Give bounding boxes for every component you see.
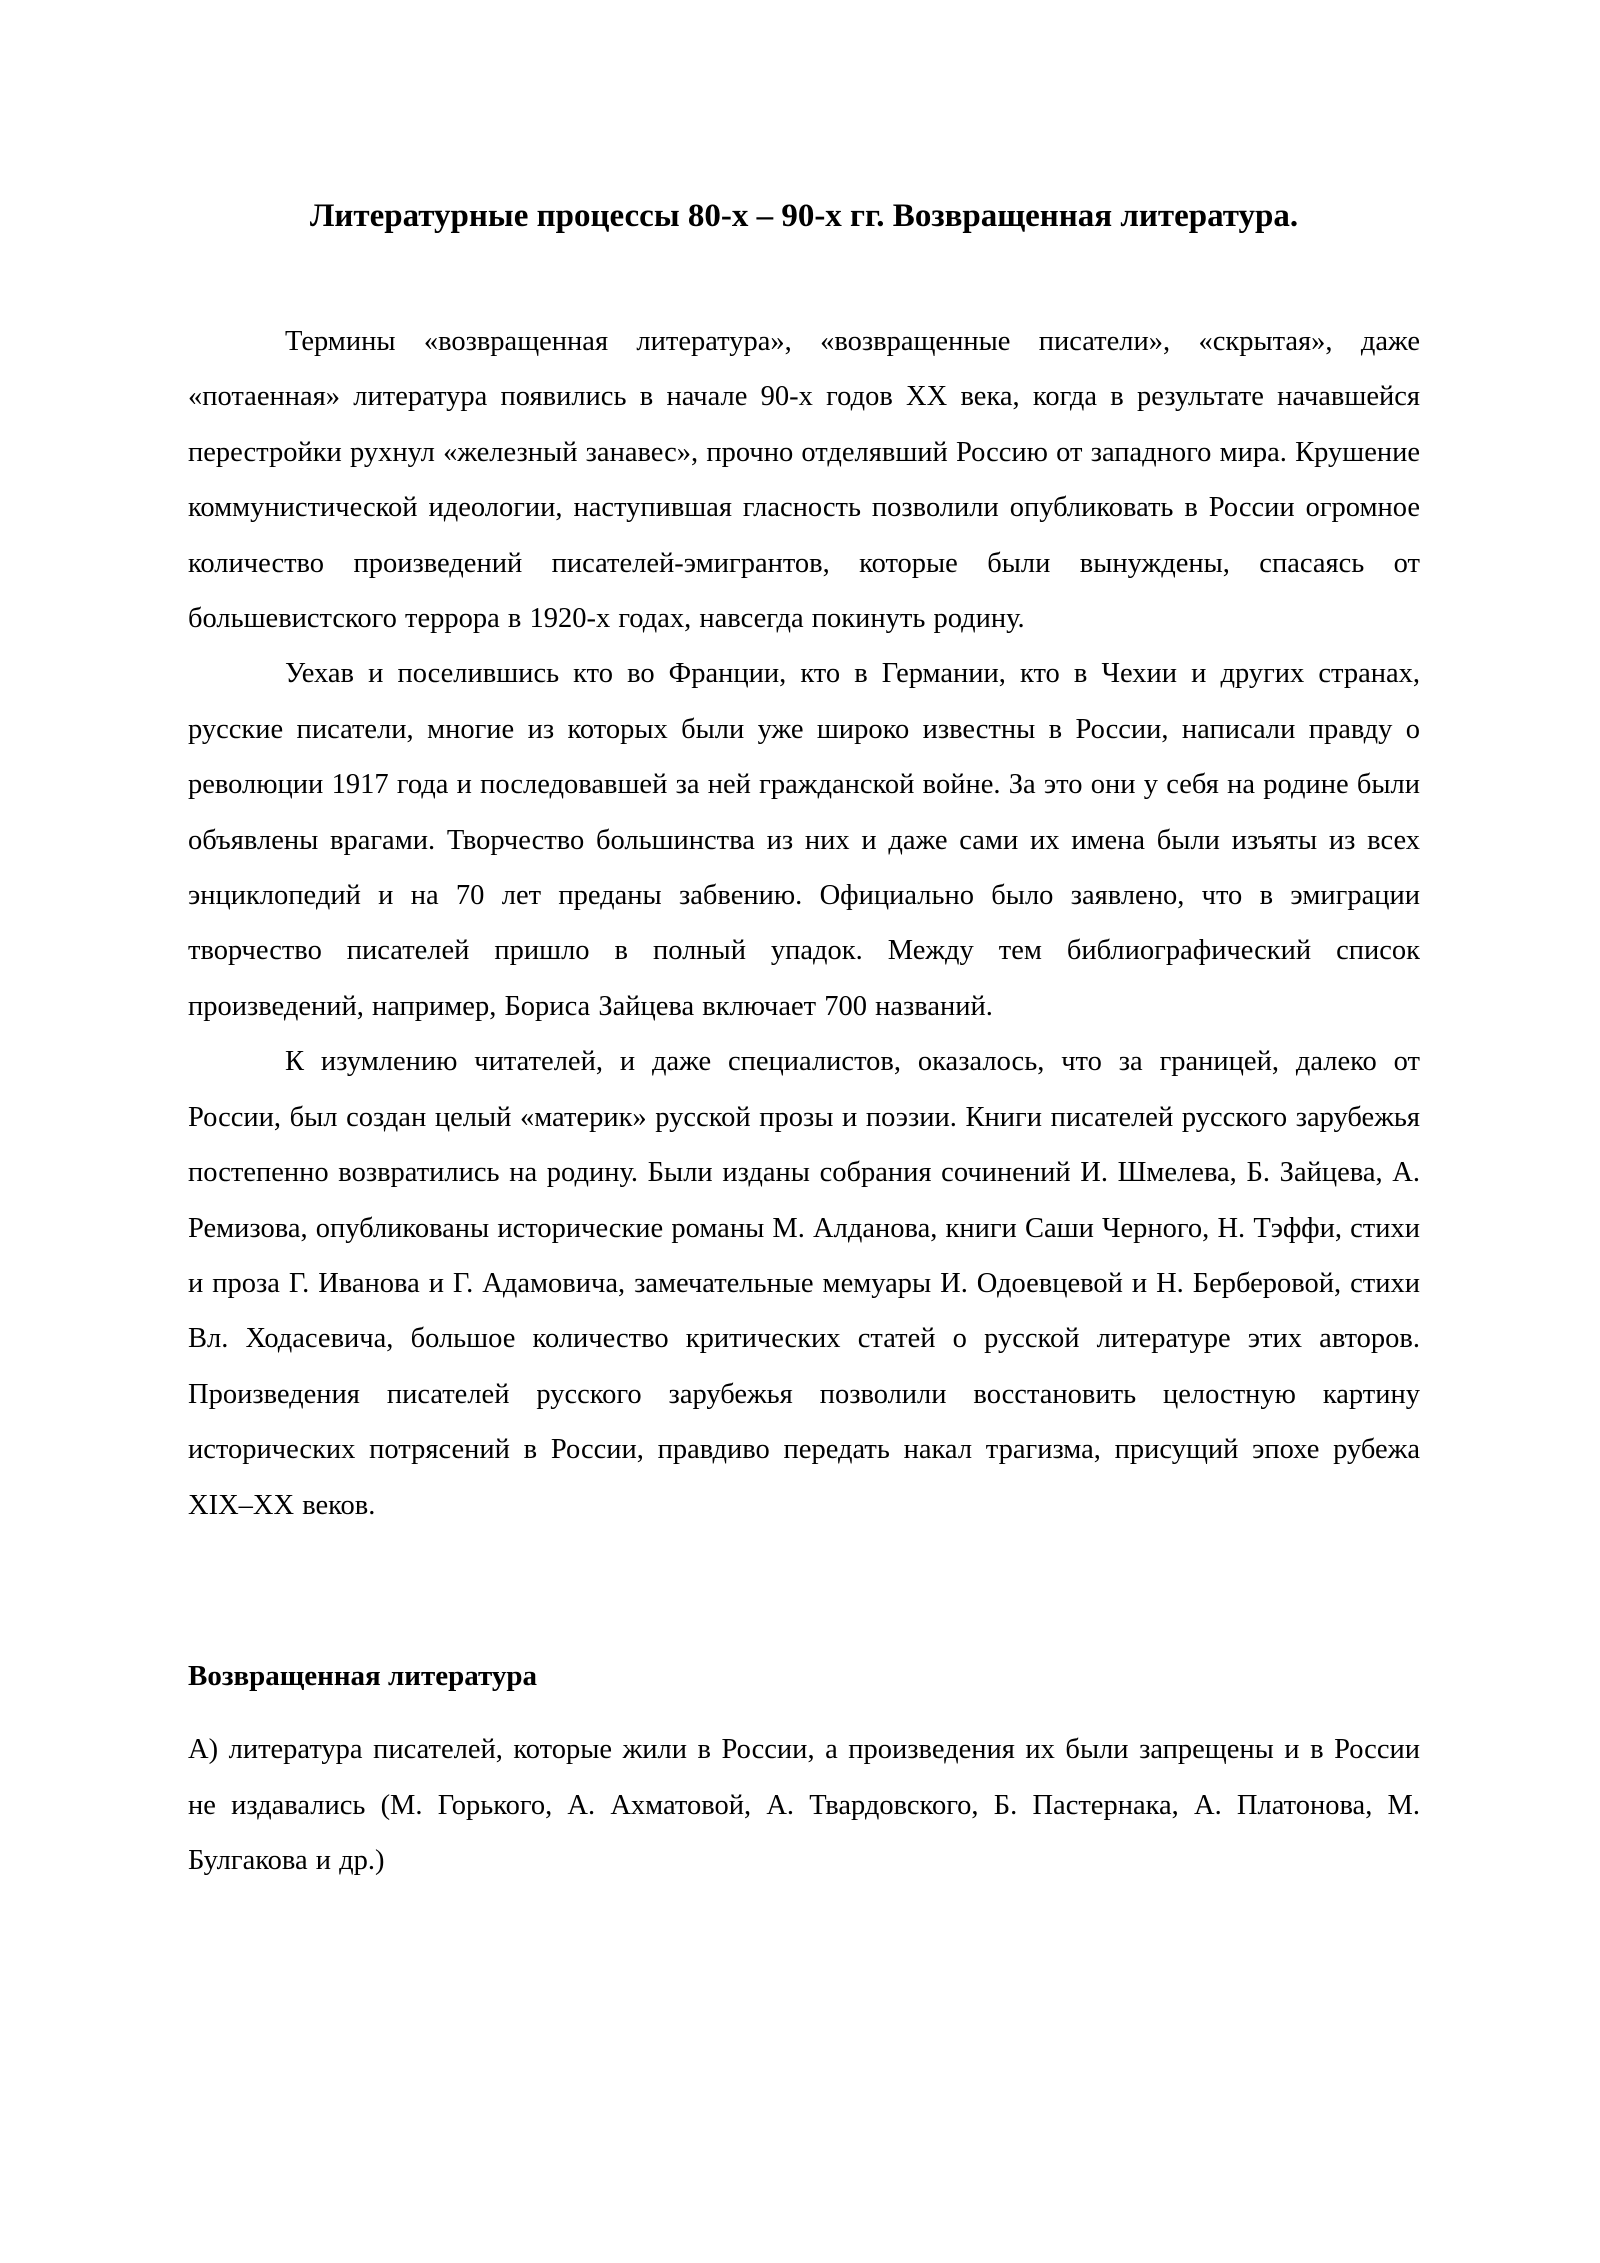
paragraph-terms: Термины «возвращенная литература», «возвращенные писатели», «скрытая», даже «потаенная» литература появились в начале 90-х годов XX века, когда в результате начавшейся перестройки рухнул «железный занавес», прочно отделявший Россию от западного мира. Крушение коммунистической идеологии, наступившая гласность позволили опубликовать в России огромное количество произведений писателей-эмигрантов, которые были вынуждены, спасаясь от большевистского террора в 1920-х годах, навсегда покинуть родину.	[188, 326, 1420, 635]
paragraph-returned-books: К изумлению читателей, и даже специалистов, оказалось, что за границей, далеко от России, был создан целый «материк» русской прозы и поэзии. Книги писателей русского зарубежья постепенно возвратились на родину. Были изданы собрания сочинений И. Шмелева, Б. Зайцева, А. Ремизова, опубликованы исторические романы М. Алданова, книги Саши Черного, Н. Тэффи, стихи и проза Г. Иванова и Г. Адамовича, замечательные мемуары И. Одоевцевой и Н. Берберовой, стихи Вл. Ходасевича, большое количество критических статей о русской литературе этих авторов. Произведения писателей русского зарубежья позволили восстановить целостную картину исторических потрясений в России, правдиво передать накал трагизма, присущий эпохе рубежа XIX–XX веков.	[188, 1046, 1420, 1521]
section-item-a: А) литература писателей, которые жили в России, а произведения их были запрещены и в России не издавались (М. Горького, А. Ахматовой, А. Твардовского, Б. Пастернака, А. Платонова, М. Булгакова и др.)	[188, 1734, 1420, 1877]
paragraph-emigration: Уехав и поселившись кто во Франции, кто в Германии, кто в Чехии и других странах, русские писатели, многие из которых были уже широко известны в России, написали правду о революции 1917 года и последовавшей за ней гражданской войне. За это они у себя на родине были объявлены врагами. Творчество большинства из них и даже сами их имена были изъяты из всех энциклопедий и на 70 лет преданы забвению. Официально было заявлено, что в эмиграции творчество писателей пришло в полный упадок. Между тем библиографический список произведений, например, Бориса Зайцева включает 700 названий.	[188, 658, 1420, 1022]
section-heading-returned-literature: Возвращенная литература	[188, 1659, 537, 1692]
document-title: Литературные процессы 80-х – 90-х гг. Возвращенная литература.	[309, 198, 1299, 234]
